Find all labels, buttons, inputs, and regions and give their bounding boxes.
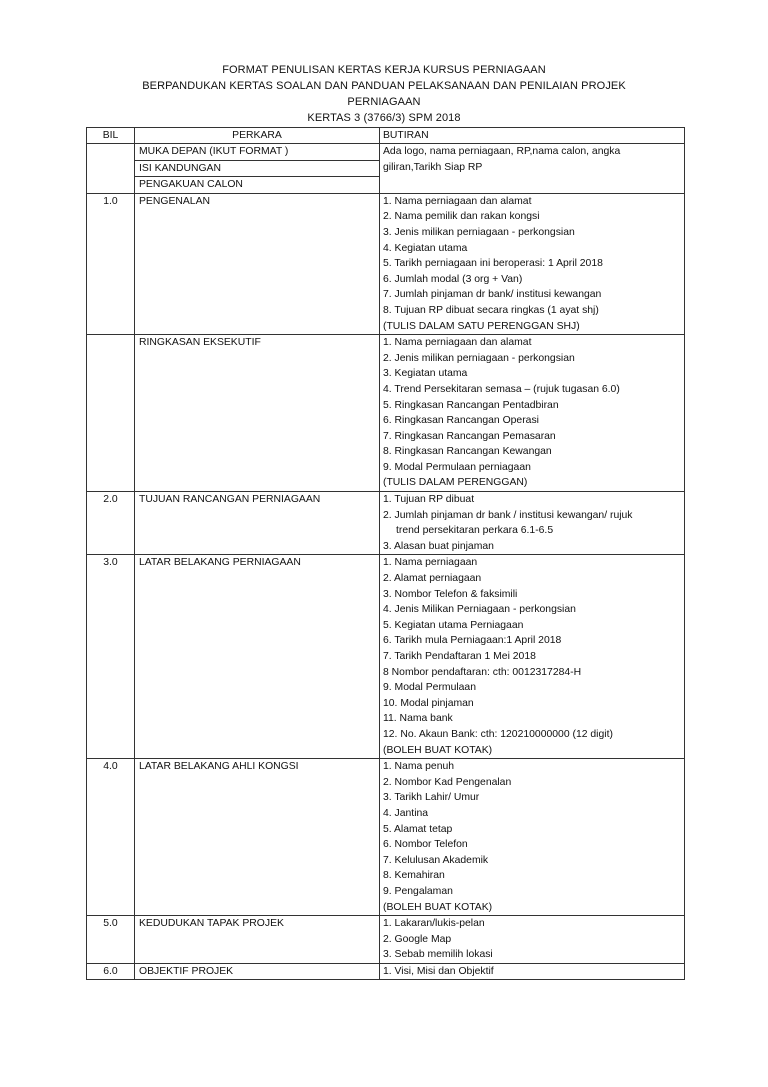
- butiran-line: 4. Jantina: [383, 807, 429, 819]
- row-perkara: [135, 916, 380, 964]
- bil-number: 3.0: [103, 557, 118, 569]
- row-perkara: [135, 193, 380, 334]
- butiran-line: 8. Ringkasan Rancangan Kewangan: [383, 446, 552, 458]
- butiran-line: 3. Alasan buat pinjaman: [383, 540, 494, 552]
- format-table: [86, 127, 685, 980]
- butiran-line: 2. Alamat perniagaan: [383, 573, 482, 585]
- butiran-line: 7. Jumlah pinjaman dr bank/ institusi kewangan: [383, 289, 602, 301]
- butiran-line: 3. Sebab memilih lokasi: [383, 949, 493, 961]
- butiran-line: (BOLEH BUAT KOTAK): [383, 744, 493, 756]
- butiran-line: 3. Kegiatan utama: [383, 368, 468, 380]
- butiran-line: 5. Alamat tetap: [383, 823, 453, 835]
- butiran-line: 1. Visi, Misi dan Objektif: [383, 965, 494, 977]
- row-perkara: [135, 759, 380, 916]
- butiran-line: 9. Modal Permulaan: [383, 682, 476, 694]
- butiran-line: 7. Ringkasan Rancangan Pemasaran: [383, 430, 556, 442]
- perkara-label: TUJUAN RANCANGAN PERNIAGAAN: [139, 494, 321, 506]
- title-line-3: PERNIAGAAN: [347, 96, 421, 108]
- butiran-line: 8. Tujuan RP dibuat secara ringkas (1 ayat shj): [383, 304, 599, 316]
- row-perkara: [135, 555, 380, 759]
- butiran-line: giliran,Tarikh Siap RP: [383, 161, 483, 173]
- table-row: [87, 963, 685, 980]
- row-butiran: [380, 759, 685, 916]
- butiran-line: 5. Tarikh perniagaan ini beroperasi: 1 April 2018: [383, 258, 603, 270]
- butiran-line: 5. Kegiatan utama Perniagaan: [383, 619, 524, 631]
- table-row: [87, 916, 685, 964]
- butiran-line: (BOLEH BUAT KOTAK): [383, 901, 493, 913]
- butiran-line: 1. Nama perniagaan dan alamat: [383, 195, 532, 207]
- front-bil: [87, 144, 135, 194]
- header-butiran: BUTIRAN: [380, 128, 685, 144]
- butiran-line: 6. Jumlah modal (3 org + Van): [383, 273, 523, 285]
- front-perkara: [135, 144, 380, 194]
- front-matter-row: [87, 144, 685, 194]
- butiran-line: 1. Lakaran/lukis-pelan: [383, 918, 485, 930]
- bil-number: 2.0: [103, 494, 118, 506]
- butiran-line: 7. Kelulusan Akademik: [383, 854, 489, 866]
- butiran-line: 1. Tujuan RP dibuat: [383, 494, 475, 506]
- bil-number: [87, 335, 134, 351]
- title-line-4: KERTAS 3 (3766/3) SPM 2018: [307, 112, 461, 124]
- butiran-line: 6. Ringkasan Rancangan Operasi: [383, 415, 539, 427]
- butiran-line: 4. Trend Persekitaran semasa – (rujuk tugasan 6.0): [383, 383, 620, 395]
- butiran-line: 4. Kegiatan utama: [383, 242, 468, 254]
- butiran-line: 2. Jumlah pinjaman dr bank / institusi kewangan/ rujuk: [383, 509, 633, 521]
- butiran-line: 6. Nombor Telefon: [383, 839, 468, 851]
- row-butiran: [380, 492, 685, 555]
- butiran-line: 1. Nama penuh: [383, 761, 455, 773]
- butiran-line: 1. Nama perniagaan dan alamat: [383, 337, 532, 349]
- butiran-line: 2. Nombor Kad Pengenalan: [383, 776, 512, 788]
- butiran-line: 10. Modal pinjaman: [383, 697, 474, 709]
- row-bil: [87, 963, 135, 980]
- butiran-line: 9. Modal Permulaan perniagaan: [383, 461, 531, 473]
- butiran-line: 8. Kemahiran: [383, 870, 445, 882]
- perkara-label: LATAR BELAKANG PERNIAGAAN: [139, 557, 301, 569]
- row-butiran: [380, 963, 685, 980]
- butiran-line: 4. Jenis Milikan Perniagaan - perkongsian: [383, 604, 576, 616]
- butiran-line: 12. No. Akaun Bank: cth: 120210000000 (12 digit): [383, 728, 613, 740]
- row-bil: [87, 555, 135, 759]
- row-butiran: [380, 555, 685, 759]
- butiran-line: 7. Tarikh Pendaftaran 1 Mei 2018: [383, 651, 536, 662]
- butiran-line: 2. Nama pemilik dan rakan kongsi: [383, 211, 540, 223]
- bil-number: 5.0: [103, 918, 118, 930]
- table-row: [87, 335, 685, 492]
- bil-number: 4.0: [103, 761, 118, 773]
- perkara-label: LATAR BELAKANG AHLI KONGSI: [139, 761, 299, 773]
- table-row: [87, 759, 685, 916]
- document-title: [0, 62, 768, 126]
- row-perkara: [135, 492, 380, 555]
- row-bil: [87, 916, 135, 964]
- butiran-line: 2. Google Map: [383, 933, 452, 945]
- perkara-label: OBJEKTIF PROJEK: [139, 965, 234, 977]
- butiran-line: 3. Tarikh Lahir/ Umur: [383, 792, 480, 804]
- butiran-line: (TULIS DALAM PERENGGAN): [383, 477, 528, 489]
- butiran-line: 9. Pengalaman: [383, 885, 453, 897]
- butiran-line: (TULIS DALAM SATU PERENGGAN SHJ): [383, 320, 580, 332]
- front-butiran: [380, 144, 685, 194]
- butiran-line: 8 Nombor pendaftaran: cth: 0012317284-H: [383, 666, 582, 678]
- perkara-label: KEDUDUKAN TAPAK PROJEK: [139, 918, 284, 930]
- row-bil: [87, 193, 135, 334]
- front-item: MUKA DEPAN (IKUT FORMAT ): [135, 144, 379, 161]
- title-line-2: BERPANDUKAN KERTAS SOALAN DAN PANDUAN PELAKSANAAN DAN PENILAIAN PROJEK: [142, 80, 626, 92]
- bil-number: 6.0: [103, 965, 118, 977]
- header-bil: BIL: [87, 128, 135, 144]
- header-perkara: PERKARA: [135, 128, 380, 144]
- row-butiran: [380, 335, 685, 492]
- butiran-line: Ada logo, nama perniagaan, RP,nama calon, angka: [383, 146, 621, 157]
- table-row: [87, 193, 685, 334]
- butiran-line: 11. Nama bank: [383, 713, 453, 725]
- title-line-1: FORMAT PENULISAN KERTAS KERJA KURSUS PERNIAGAAN: [222, 64, 546, 76]
- row-perkara: [135, 335, 380, 492]
- table-row: [87, 492, 685, 555]
- row-bil: [87, 759, 135, 916]
- row-butiran: [380, 916, 685, 964]
- table-row: [87, 555, 685, 759]
- perkara-label: RINGKASAN EKSEKUTIF: [139, 337, 261, 349]
- butiran-line: 5. Ringkasan Rancangan Pentadbiran: [383, 399, 559, 411]
- bil-number: 1.0: [103, 195, 118, 207]
- butiran-line: 3. Nombor Telefon & faksimili: [383, 588, 518, 600]
- front-item: PENGAKUAN CALON: [139, 179, 243, 191]
- butiran-line: 2. Jenis milikan perniagaan - perkongsian: [383, 352, 575, 364]
- butiran-line: trend persekitaran perkara 6.1-6.5: [396, 525, 554, 537]
- table-header-row: [87, 128, 685, 144]
- front-item: ISI KANDUNGAN: [135, 161, 379, 178]
- butiran-line: 6. Tarikh mula Perniagaan:1 April 2018: [383, 635, 562, 647]
- row-bil: [87, 335, 135, 492]
- row-perkara: [135, 963, 380, 980]
- row-butiran: [380, 193, 685, 334]
- butiran-line: 3. Jenis milikan perniagaan - perkongsian: [383, 226, 575, 238]
- row-bil: [87, 492, 135, 555]
- perkara-label: PENGENALAN: [139, 195, 211, 207]
- butiran-line: 1. Nama perniagaan: [383, 557, 478, 569]
